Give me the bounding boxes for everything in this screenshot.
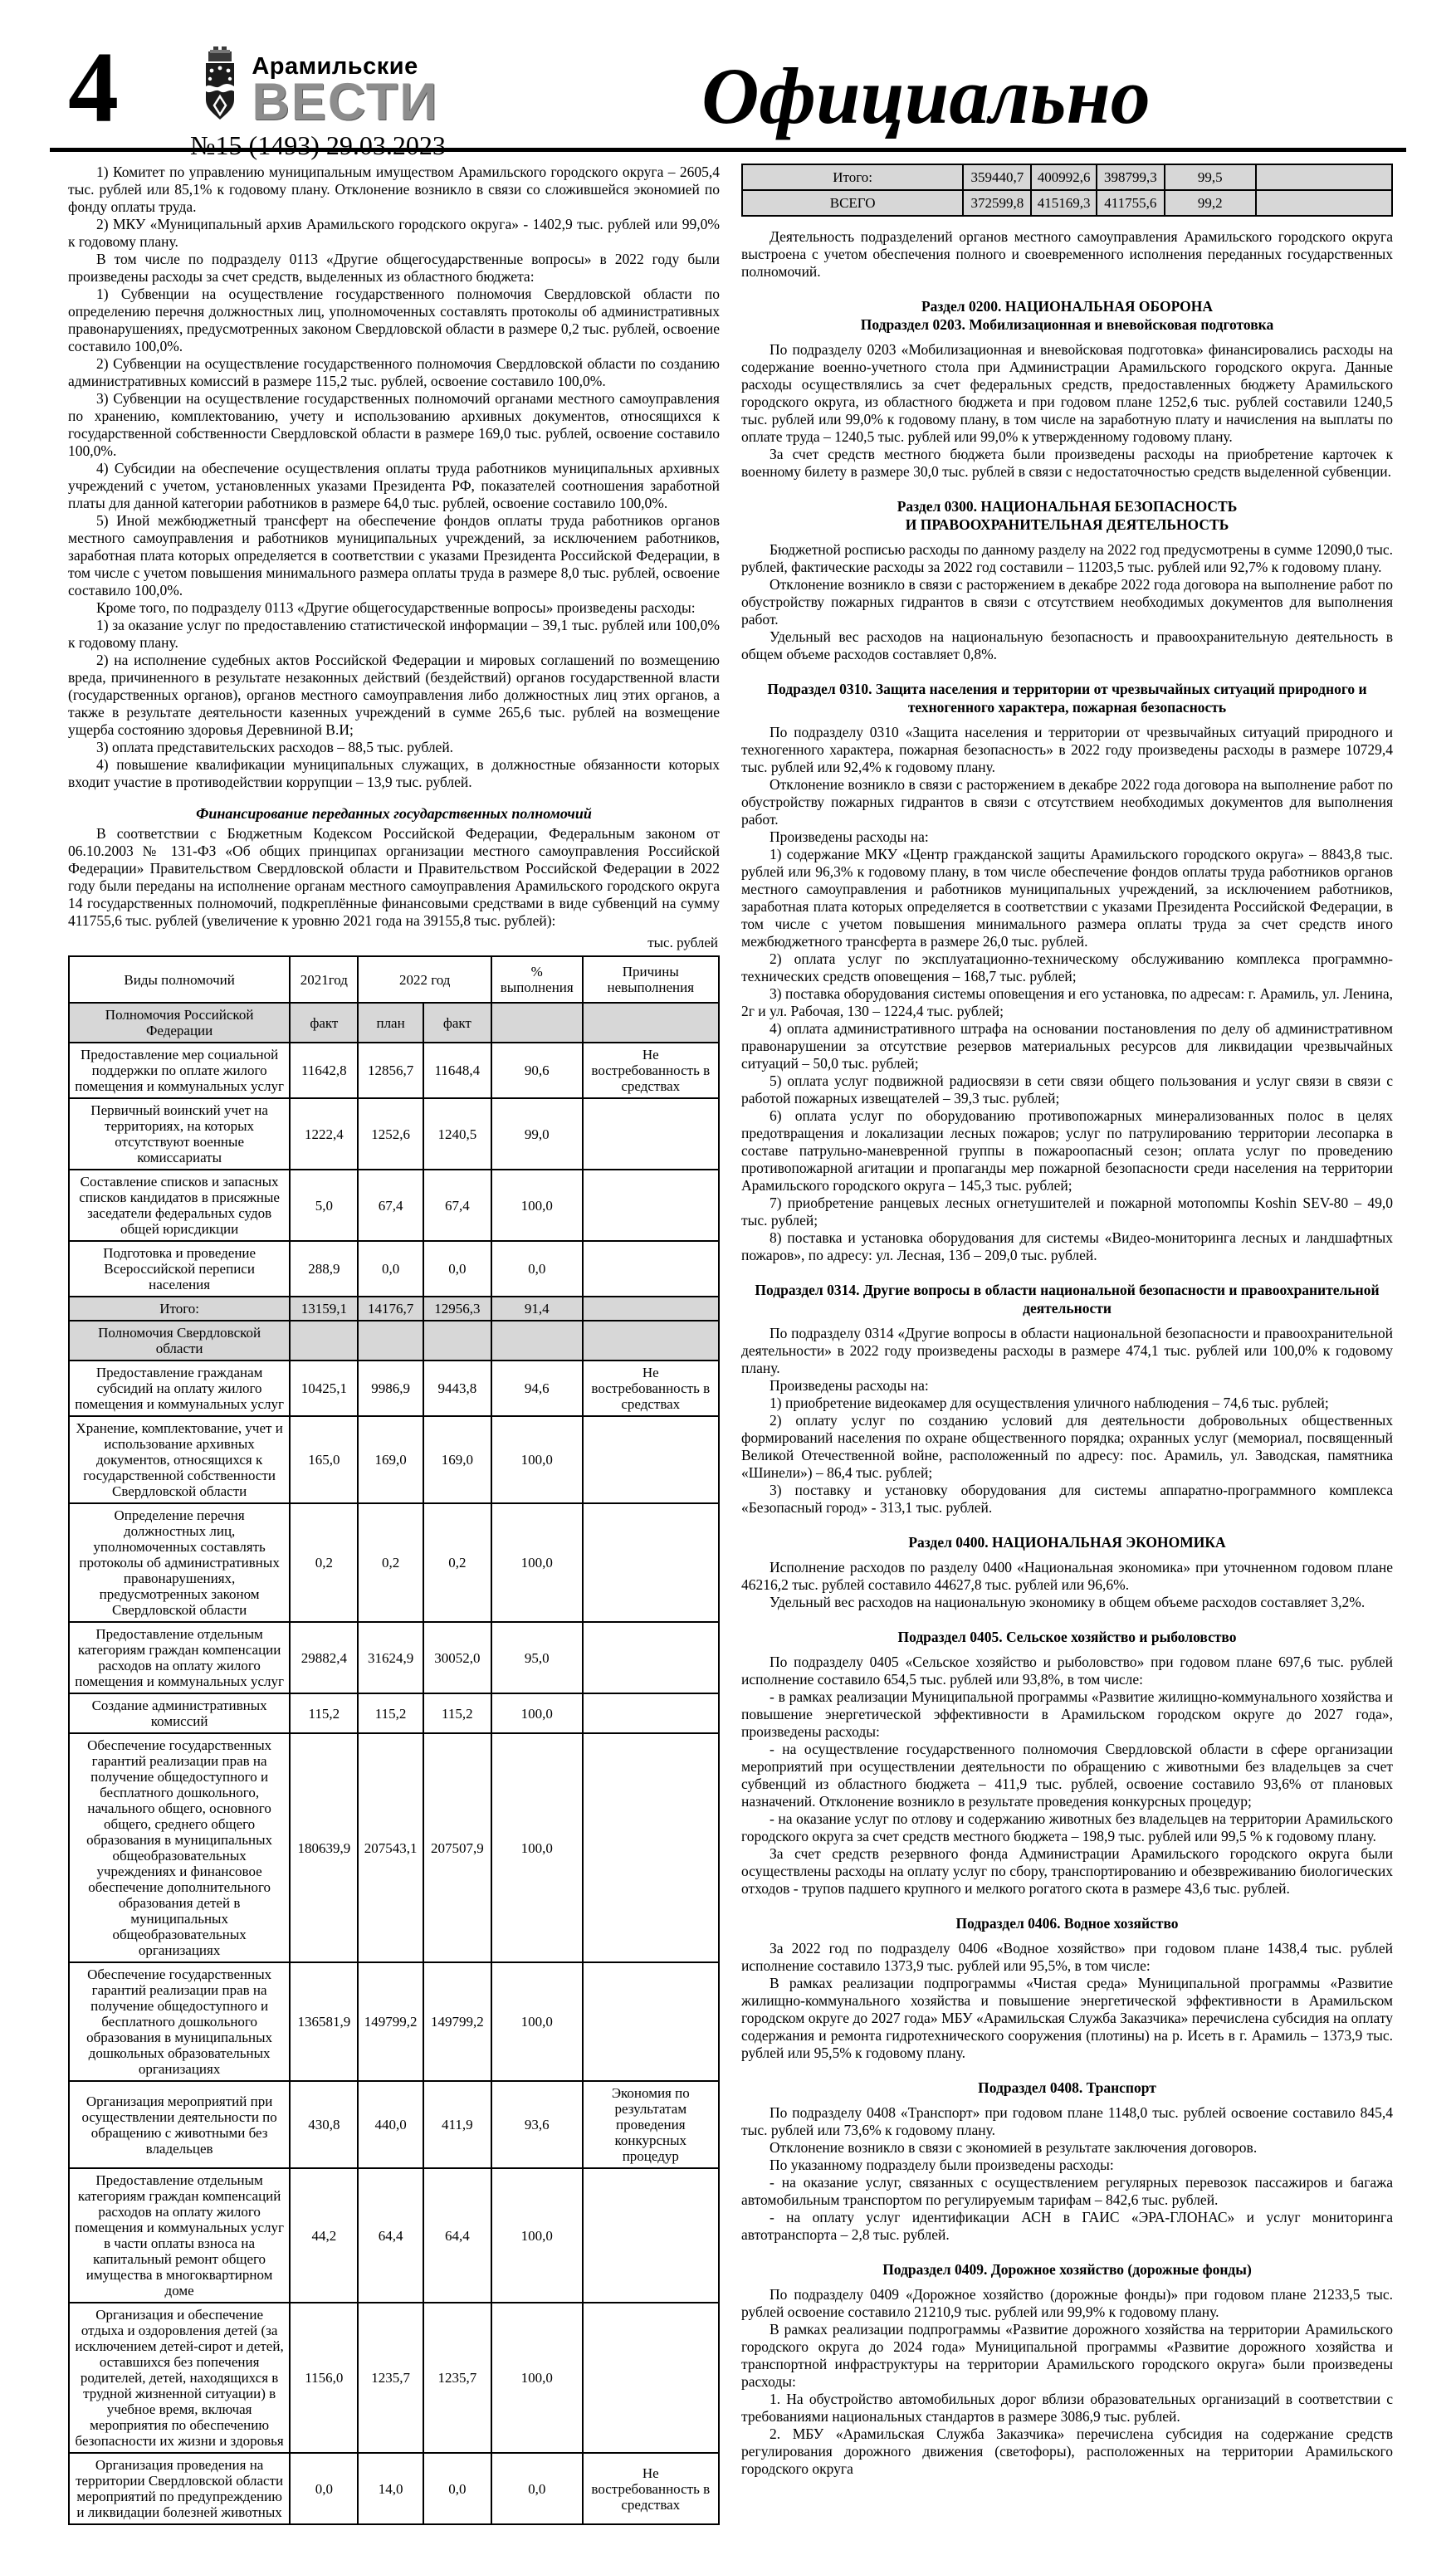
table-row xyxy=(69,1241,719,1297)
row-2022-plan: 169,0 xyxy=(358,1416,423,1503)
table-row xyxy=(69,1098,719,1170)
rf-total-2021: 13159,1 xyxy=(290,1297,358,1321)
table-row xyxy=(69,1170,719,1241)
powers-table xyxy=(68,955,720,2525)
row-2022-plan: 149799,2 xyxy=(358,1962,423,2081)
table-row xyxy=(69,1416,719,1503)
paragraph: 2) Субвенции на осуществление государственного полномочия Свердловской области по созданию административных комиссий в размере 115,2 тыс. рублей, освоение составило 100,0%. xyxy=(68,355,720,389)
paragraph: Кроме того, по подразделу 0113 «Другие общегосударственные вопросы» произведены расходы: xyxy=(96,599,696,616)
heading-line: Подраздел 0310. Защита населения и территории от чрезвычайных ситуаций природного и техногенного характера, пожарная безопасность xyxy=(767,681,1367,716)
rf-total-and-so-group xyxy=(69,1297,719,1361)
empty-cell xyxy=(423,1321,491,1361)
section-heading-0406 xyxy=(741,1914,1393,1932)
paragraph: По указанному подразделу были произведены расходы: xyxy=(770,2157,1114,2173)
financing-heading: Финансирование переданных государственных полномочий xyxy=(196,805,592,822)
row-2022-fact: 149799,2 xyxy=(423,1962,491,2081)
paragraph: 1) за оказание услуг по предоставлению статистической информации – 39,1 тыс. рублей или 100,0% к годовому плану. xyxy=(68,617,720,651)
section-0405-paragraphs xyxy=(741,1654,1393,1898)
table-row xyxy=(69,1622,719,1693)
right-column xyxy=(741,164,1393,2525)
continuation-rows xyxy=(742,164,1392,216)
coat-of-arms-icon xyxy=(197,43,243,127)
row-2022-fact: 0,2 xyxy=(423,1503,491,1622)
section-0314-paragraphs xyxy=(741,1325,1393,1517)
masthead-text xyxy=(252,53,439,132)
vsego-2021: 372599,8 xyxy=(963,190,1031,216)
row-2022-fact: 169,0 xyxy=(423,1416,491,1503)
paragraph: По подразделу 0314 «Другие вопросы в области национальной безопасности и правоохранительной деятельности» в 2022 году произведены расходы в размере 474,1 тыс. рублей или 100,0% к годовому плану. xyxy=(741,1325,1393,1376)
section-0310-paragraphs xyxy=(741,724,1393,1264)
table-header-row xyxy=(69,956,719,1003)
row-pct: 95,0 xyxy=(491,1622,583,1693)
so-rows xyxy=(69,1361,719,2524)
row-reason xyxy=(583,1733,719,1962)
paragraph: 1) содержание МКУ «Центр гражданской защиты Арамильского городского округа» – 8843,8 тыс. рублей или 96,3% к годовому плану, в том числе обеспечение фондов оплаты труда работников органов местного самоуправления и работников муниципальных учреждений, за исключением работников, заработная плата которых определяется в соответствии с указами Президента Российской Федерации, в том числе с учетом повышения минимального размера оплаты труда за счет средств иного межбюджетного трансферта в размере 26,0 тыс. рублей. xyxy=(741,846,1393,950)
row-2022-fact: 1240,5 xyxy=(423,1098,491,1170)
row-2022-plan: 440,0 xyxy=(358,2081,423,2168)
row-2021-fact: 1156,0 xyxy=(290,2303,358,2453)
section-0409-paragraphs xyxy=(741,2286,1393,2478)
heading-line: Подраздел 0405. Сельское хозяйство и рыболовство xyxy=(897,1629,1237,1645)
paragraph: - на оказание услуг, связанных с осуществлением регулярных перевозок пассажиров и багажа автомобильным транспортом по регулируемым тарифам – 842,6 тыс. рублей. xyxy=(741,2174,1393,2208)
row-name: Предоставление отдельным категориям граждан компенсации расходов на оплату жилого помещения и коммунальных услуг xyxy=(69,1622,290,1693)
paragraph: 3) поставка оборудования системы оповещения и его установка, по адресам: г. Арамиль, ул. Ленина, 2г и ул. Рабочая, 130 – 1224,4 тыс. рублей; xyxy=(741,985,1393,1019)
row-2022-fact: 0,0 xyxy=(423,1241,491,1297)
row-reason xyxy=(583,1416,719,1503)
subcol-plan: план xyxy=(358,1003,423,1043)
table-units-label: тыс. рублей xyxy=(647,935,718,950)
section-heading-0408 xyxy=(741,2079,1393,2097)
heading-line: Подраздел 0406. Водное хозяйство xyxy=(955,1915,1179,1932)
paragraph: За счет средств резервного фонда Администрации Арамильского городского округа были осуществлены расходы на оплату услуг по сбору, транспортированию и обезвреживанию биологических отходов - трупов падшего крупного и мелкого рогатого скота в размере 43,6 тыс. рублей. xyxy=(741,1845,1393,1897)
row-2021-fact: 5,0 xyxy=(290,1170,358,1241)
summary-paragraph: Деятельность подразделений органов местного самоуправления Арамильского городского округа выстроена с учетом обеспечения полного и своевременного исполнения переданных государственных полномочий. xyxy=(741,228,1393,280)
row-2022-fact: 207507,9 xyxy=(423,1733,491,1962)
row-pct: 100,0 xyxy=(491,1503,583,1622)
masthead-logo-row xyxy=(190,43,446,132)
paragraph: 5) оплата услуг подвижной радиосвязи в сети связи общего пользования и услуг связи в связи с работой пожарных извещателей – 39,3 тыс. рублей; xyxy=(741,1072,1393,1107)
row-name: Предоставление отдельным категориям граждан компенсаций расходов на оплату жилого помещения и коммунальных услуг в части оплаты взноса на капитальный ремонт общего имущества в многоквартирном доме xyxy=(69,2168,290,2303)
paragraph: 3) оплата представительских расходов – 88,5 тыс. рублей. xyxy=(96,739,454,755)
section-0400-paragraphs xyxy=(741,1559,1393,1611)
section-heading-0200 xyxy=(741,297,1393,334)
paragraph: Удельный вес расходов на национальную экономику в общем объеме расходов составляет 3,2%. xyxy=(770,1594,1366,1610)
row-2022-plan: 0,2 xyxy=(358,1503,423,1622)
paragraph: - в рамках реализации Муниципальной программы «Развитие жилищно-коммунального хозяйства и повышение энергетической эффективности в Арамильском городском округе до 2027 года», произведены расходы: xyxy=(741,1688,1393,1740)
row-reason: Экономия по результатам проведения конкурсных процедур xyxy=(583,2081,719,2168)
paragraph: По подразделу 0409 «Дорожное хозяйство (дорожные фонды)» при годовом плане 21233,5 тыс. рублей освоение составило 21210,9 тыс. рублей или 99,9% к годовому плану. xyxy=(741,2286,1393,2320)
col-header-pct: % выполнения xyxy=(491,956,583,1003)
content-columns xyxy=(0,152,1456,2555)
table-row xyxy=(69,1733,719,1962)
rf-total-fact: 12956,3 xyxy=(423,1297,491,1321)
paragraph: - на осуществление государственного полномочия Свердловской области в сфере организации мероприятий при осуществлении деятельности по обращению с животными без владельцев за счет субвенций из областного бюджета – 411,9 тыс. рублей, освоение составило 93,6% от плановых назначений. Отклонение возникло в результате проведения конкурсных процедур; xyxy=(741,1741,1393,1810)
table-row xyxy=(69,2453,719,2524)
paragraph: В рамках реализации подпрограммы «Чистая среда» Муниципальной программы «Развитие жилищно-коммунального хозяйства и повышение энергетической эффективности в Арамильском городском округе до 2027 года» МБУ «Арамильская Служба Заказчика» перечислена субсидия на оплату содержания и ремонта гидротехнического сооружения (плотины) на р. Исеть в г. Арамиль – 1373,9 тыс. рублей или 95,5% к годовому плану. xyxy=(741,1975,1393,2061)
row-name: Организация и обеспечение отдыха и оздоровления детей (за исключением детей-сирот и детей, оставшихся без попечения родителей, детей, находящихся в трудной жизненной ситуации) в учебное время, включая мероприятия по обеспечению безопасности их жизни и здоровья xyxy=(69,2303,290,2453)
paragraph: 4) Субсидии на обеспечение осуществления оплаты труда работников муниципальных архивных учреждений с учетом, установленных указами Президента РФ, показателей соотношения заработной платы для данной категории работников в размере 64,0 тыс. рублей, освоение составило 100,0%. xyxy=(68,460,720,511)
row-pct: 100,0 xyxy=(491,1962,583,2081)
section-heading-0409 xyxy=(741,2260,1393,2279)
paragraph: 1) Субвенции на осуществление государственного полномочия Свердловской области по определению перечня должностных лиц, уполномоченных составлять протоколы об административных правонарушениях, предусмотренных законом Свердловской области в размере 0,2 тыс. рублей, освоение составило 100,0%. xyxy=(68,286,720,354)
row-2022-plan: 1252,6 xyxy=(358,1098,423,1170)
row-2022-fact: 67,4 xyxy=(423,1170,491,1241)
vsego-fact: 411755,6 xyxy=(1097,190,1165,216)
heading-line: Раздел 0300. НАЦИОНАЛЬНАЯ БЕЗОПАСНОСТЬ xyxy=(897,498,1238,515)
row-name: Обеспечение государственных гарантий реализации прав на получение общедоступного и бесплатного дошкольного образования в муниципальных дошкольных образовательных организациях xyxy=(69,1962,290,2081)
row-2022-plan: 1235,7 xyxy=(358,2303,423,2453)
paragraph: 2) МКУ «Муниципальный архив Арамильского городского округа» - 1402,9 тыс. рублей или 99,0% к годовому плану. xyxy=(68,216,720,250)
row-pct: 100,0 xyxy=(491,1416,583,1503)
section-heading-0314 xyxy=(741,1281,1393,1317)
row-2022-fact: 64,4 xyxy=(423,2168,491,2303)
powers-table-continuation xyxy=(741,164,1393,217)
so-group-label: Полномочия Свердловской области xyxy=(69,1321,290,1361)
row-2021-fact: 430,8 xyxy=(290,2081,358,2168)
empty-cell xyxy=(583,1297,719,1321)
table-row xyxy=(69,1043,719,1098)
paragraph: За 2022 год по подразделу 0406 «Водное хозяйство» при годовом плане 1438,4 тыс. рублей исполнение составило 1373,9 тыс. рублей или 95,5%, в том числе: xyxy=(741,1940,1393,1974)
col-header-2021: 2021год xyxy=(290,956,358,1003)
paragraph: Отклонение возникло в связи с экономией в результате заключения договоров. xyxy=(770,2139,1258,2156)
row-2022-fact: 30052,0 xyxy=(423,1622,491,1693)
row-2022-plan: 12856,7 xyxy=(358,1043,423,1098)
paragraph: По подразделу 0310 «Защита населения и территории от чрезвычайных ситуаций природного и техногенного характера, пожарная безопасность» в 2022 году произведены расходы в размере 10729,4 тыс. рублей или 92,4% к годовому плану. xyxy=(741,724,1393,775)
financing-paragraph: В соответствии с Бюджетным Кодексом Российской Федерации, Федеральным законом от 06.10.2003 № 131-ФЗ «Об общих принципах организации местного самоуправления Российской Федерации» Правительством Свердловской области и Правительством Российской Федерации в 2022 году были переданы на исполнение органам местного самоуправления Арамильского городского округа 14 государственных полномочий, подкреплённые финансовыми средствами в виде субвенций на сумму 411755,6 тыс. рублей (увеличение к уровню 2021 года на 39155,8 тыс. рублей): xyxy=(68,825,720,929)
table-row xyxy=(69,2168,719,2303)
paragraph: - на оказание услуг по отлову и содержанию животных без владельцев на территории Арамильского городского округа за счет средств местного бюджета – 198,9 тыс. рублей или 99,5 % к годовому плану. xyxy=(741,1810,1393,1844)
itogo-row xyxy=(742,164,1392,190)
page-number: 4 xyxy=(68,32,119,144)
col-header-2022: 2022 год xyxy=(358,956,491,1003)
row-name: Обеспечение государственных гарантий реализации прав на получение общедоступного и бесплатного дошкольного, начального общего, основного общего, среднего общего образования в муниципальных общеобразовательных учреждениях и финансовое обеспечение дополнительного образования детей в муниципальных общеобразовательных организациях xyxy=(69,1733,290,1962)
brand-main-label: ВЕСТИ xyxy=(252,73,439,132)
itogo-pct: 99,5 xyxy=(1165,164,1256,190)
row-2022-fact: 0,0 xyxy=(423,2453,491,2524)
paragraph: 4) повышение квалификации муниципальных служащих, в должностные обязанности которых входит участие в противодействии коррупции – 13,9 тыс. рублей. xyxy=(68,756,720,790)
heading-line: Раздел 0200. НАЦИОНАЛЬНАЯ ОБОРОНА xyxy=(921,298,1214,315)
paragraph: Отклонение возникло в связи с расторжением в декабре 2022 года договора на выполнение работ по обустройству пожарных гидрантов в связи с отсутствием необходимых документов для выполнения работ. xyxy=(741,576,1393,628)
heading-line: Подраздел 0409. Дорожное хозяйство (дорожные фонды) xyxy=(882,2261,1252,2278)
heading-line: И ПРАВООХРАНИТЕЛЬНАЯ ДЕЯТЕЛЬНОСТЬ xyxy=(905,516,1229,533)
paragraph: 8) поставка и установка оборудования для системы «Видео-мониторинга лесных и ландшафтных пожаров», по адресу: ул. Лесная, 13б – 209,0 тыс. рублей. xyxy=(741,1229,1393,1263)
paragraph: Отклонение возникло в связи с расторжением в декабре 2022 года договора на выполнение работ по обустройству пожарных гидрантов в связи с отсутствием необходимых документов для выполнения работ. xyxy=(741,776,1393,828)
row-2022-plan: 67,4 xyxy=(358,1170,423,1241)
paragraph: 7) приобретение ранцевых лесных огнетушителей и пожарной мотопомпы Koshin SEV-80 – 49,0 тыс. рублей; xyxy=(741,1194,1393,1229)
paragraph: 2) оплата услуг по эксплуатационно-техническому обслуживанию комплекса программно-технических средств оповещения – 168,7 тыс. рублей; xyxy=(741,950,1393,984)
paragraph: Бюджетной росписью расходы по данному разделу на 2022 год предусмотрены в сумме 12090,0 тыс. рублей, фактические расходы за 2022 год составили – 11203,5 тыс. рублей или 92,7% к годовому плану. xyxy=(741,541,1393,575)
row-reason xyxy=(583,1693,719,1733)
row-pct: 94,6 xyxy=(491,1361,583,1416)
row-pct: 0,0 xyxy=(491,2453,583,2524)
row-2022-plan: 31624,9 xyxy=(358,1622,423,1693)
paragraph: По подразделу 0405 «Сельское хозяйство и рыболовство» при годовом плане 697,6 тыс. рублей исполнение составило 654,5 тыс. рублей или 93,8%, в том числе: xyxy=(741,1654,1393,1688)
section-0200-paragraphs xyxy=(741,341,1393,481)
row-reason xyxy=(583,2168,719,2303)
subcol-fact2: факт xyxy=(423,1003,491,1043)
row-reason xyxy=(583,1098,719,1170)
row-pct: 100,0 xyxy=(491,1693,583,1733)
empty-cell xyxy=(1256,190,1392,216)
row-name: Предоставление мер социальной поддержки по оплате жилого помещения и коммунальных услуг xyxy=(69,1043,290,1098)
rf-total-plan: 14176,7 xyxy=(358,1297,423,1321)
issue-line: №15 (1493) 29.03.2023 xyxy=(190,130,446,160)
row-2021-fact: 165,0 xyxy=(290,1416,358,1503)
empty-cell xyxy=(290,1321,358,1361)
paragraph: 5) Иной межбюджетный трансферт на обеспечение фондов оплаты труда работников органов местного самоуправления и работников муниципальных учреждений, за исключением работников, заработная плата которых определяется в соответствии с указами Президента Российской Федерации, в том числе с учетом повышения минимального размера оплаты труда в размере 8,0 тыс. рублей, освоение составило 100,0%. xyxy=(68,512,720,598)
table-row xyxy=(69,2081,719,2168)
empty-cell xyxy=(1256,164,1392,190)
row-2022-fact: 1235,7 xyxy=(423,2303,491,2453)
paragraph: 3) поставку и установку оборудования для системы аппаратно-программного комплекса «Безопасный город» - 313,1 тыс. рублей. xyxy=(741,1482,1393,1516)
row-pct: 93,6 xyxy=(491,2081,583,2168)
paragraph: Исполнение расходов по разделу 0400 «Национальная экономика» при уточненном годовом плане 46216,2 тыс. рублей составило 44627,8 тыс. рублей или 96,6%. xyxy=(741,1559,1393,1593)
section-0408-paragraphs xyxy=(741,2104,1393,2244)
paragraph: Произведены расходы на: xyxy=(770,1377,929,1394)
paragraph: 1. На обустройство автомобильных дорог вблизи образовательных организаций в соответствии с требованиями национальных стандартов в размере 3086,9 тыс. рублей. xyxy=(741,2391,1393,2425)
rf-rows xyxy=(69,1043,719,1297)
row-2022-plan: 115,2 xyxy=(358,1693,423,1733)
heading-line: Подраздел 0408. Транспорт xyxy=(978,2079,1156,2096)
row-2021-fact: 10425,1 xyxy=(290,1361,358,1416)
heading-line: Подраздел 0314. Другие вопросы в области национальной безопасности и правоохранительной деятельности xyxy=(755,1282,1380,1317)
row-2022-plan: 64,4 xyxy=(358,2168,423,2303)
rf-total-pct: 91,4 xyxy=(491,1297,583,1321)
section-heading-0405 xyxy=(741,1628,1393,1646)
row-pct: 0,0 xyxy=(491,1241,583,1297)
paragraph: 4) оплата административного штрафа на основании постановления по делу об административном правонарушении за отсутствие резервов материальных ресурсов для ликвидации чрезвычайных ситуаций – 50,0 тыс. рублей; xyxy=(741,1020,1393,1072)
itogo-label: Итого: xyxy=(742,164,963,190)
brand-top-label: Арамильские xyxy=(252,53,418,81)
row-2021-fact: 29882,4 xyxy=(290,1622,358,1693)
row-2021-fact: 115,2 xyxy=(290,1693,358,1733)
section-title: Официально xyxy=(701,51,1151,140)
page-header xyxy=(0,0,1456,160)
row-2021-fact: 288,9 xyxy=(290,1241,358,1297)
row-reason: Не востребованность в средствах xyxy=(583,2453,719,2524)
row-2021-fact: 0,2 xyxy=(290,1503,358,1622)
section-heading-0300 xyxy=(741,497,1393,534)
row-2021-fact: 0,0 xyxy=(290,2453,358,2524)
row-name: Подготовка и проведение Всероссийской переписи населения xyxy=(69,1241,290,1297)
table-row xyxy=(69,1361,719,1416)
row-2022-plan: 9986,9 xyxy=(358,1361,423,1416)
row-name: Предоставление гражданам субсидий на оплату жилого помещения и коммунальных услуг xyxy=(69,1361,290,1416)
rf-total-row xyxy=(69,1297,719,1321)
row-reason xyxy=(583,2303,719,2453)
row-reason xyxy=(583,1170,719,1241)
empty-cell xyxy=(491,1003,583,1043)
empty-cell xyxy=(583,1003,719,1043)
row-2021-fact: 11642,8 xyxy=(290,1043,358,1098)
heading-line: Подраздел 0203. Мобилизационная и вневойсковая подготовка xyxy=(860,316,1274,333)
row-pct: 100,0 xyxy=(491,2303,583,2453)
paragraph: По подразделу 0203 «Мобилизационная и вневойсковая подготовка» финансировались расходы на содержание военно-учетного стола при Администрации Арамильского городского округа. Данные расходы осуществлялись за счет федеральных средств, предоставленных бюджету Арамильского городского округа, из областного бюджета и при годовом плане 1252,6 тыс. рублей составили 1240,5 тыс. рублей или 99,0% к годовому плану, в том числе на заработную плату и начисления на выплаты по оплате труда – 1240,5 тыс. рублей или 99,0% к утвержденному годовому плану. xyxy=(741,341,1393,445)
row-name: Создание административных комиссий xyxy=(69,1693,290,1733)
row-name: Организация проведения на территории Свердловской области мероприятий по предупреждению и ликвидации болезней животных xyxy=(69,2453,290,2524)
row-name: Составление списков и запасных списков кандидатов в присяжные заседатели федеральных судов общей юрисдикции xyxy=(69,1170,290,1241)
paragraph: 2) оплату услуг по созданию условий для деятельности добровольных общественных формирований населения по охране общественного порядка; охранных услуг (мемориал, посвященный Великой Отечественной войне, расположенный по адресу: пос. Арамиль, ул. Заводская, памятника «Шинели») – 86,4 тыс. рублей; xyxy=(741,1412,1393,1481)
row-2022-plan: 207543,1 xyxy=(358,1733,423,1962)
row-name: Определение перечня должностных лиц, уполномоченных составлять протоколы об административных правонарушениях, предусмотренных законом Свердловской области xyxy=(69,1503,290,1622)
vsego-label: ВСЕГО xyxy=(742,190,963,216)
paragraph: - на оплату услуг идентификации АСН в ГАИС «ЭРА-ГЛОНАС» и услуг мониторинга автотранспорта – 2,8 тыс. рублей. xyxy=(741,2209,1393,2243)
itogo-2021: 359440,7 xyxy=(963,164,1031,190)
powers-table-head xyxy=(69,956,719,1043)
row-2021-fact: 180639,9 xyxy=(290,1733,358,1962)
section-heading-0310 xyxy=(741,680,1393,716)
row-pct: 100,0 xyxy=(491,2168,583,2303)
itogo-plan: 400992,6 xyxy=(1031,164,1096,190)
vsego-row xyxy=(742,190,1392,216)
paragraph: 2. МБУ «Арамильская Служба Заказчика» перечислена субсидия на содержание средств регулирования дорожного движения (светофоры), расположенных на территории Арамильского городского округа xyxy=(741,2426,1393,2477)
so-group-row xyxy=(69,1321,719,1361)
col-header-reason: Причины невыполнения xyxy=(583,956,719,1003)
paragraph: Удельный вес расходов на национальную безопасность и правоохранительную деятельность в общем объеме расходов составляет 0,8%. xyxy=(741,628,1393,662)
row-name: Организация мероприятий при осуществлении деятельности по обращению с животными без владельцев xyxy=(69,2081,290,2168)
row-name: Хранение, комплектование, учет и использование архивных документов, относящихся к государственной собственности Свердловской области xyxy=(69,1416,290,1503)
paragraph: 1) Комитет по управлению муниципальным имуществом Арамильского городского округа – 2605,4 тыс. рублей или 85,1% к годовому плану. Отклонение возникло в связи со сложившейся экономией по фонду оплаты труда. xyxy=(68,164,720,215)
itogo-fact: 398799,3 xyxy=(1097,164,1165,190)
paragraph: 2) на исполнение судебных актов Российской Федерации и мировых соглашений по возмещению вреда, причиненного в результате незаконных действий (бездействий) органов государственной власти (государственных органов), органов местного самоуправления либо должностных лиц этих органов, а также в результате деятельности казенных учреждений в сумме 265,6 тыс. рублей на возмещение ущерба состоянию здоровья Деревниной В.И; xyxy=(68,652,720,738)
row-2022-plan: 14,0 xyxy=(358,2453,423,2524)
row-2022-plan: 0,0 xyxy=(358,1241,423,1297)
row-pct: 100,0 xyxy=(491,1170,583,1241)
row-reason xyxy=(583,1241,719,1297)
left-column xyxy=(68,164,720,2525)
paragraph: В том числе по подразделу 0113 «Другие общегосударственные вопросы» в 2022 году были произведены расходы за счет средств, выделенных из областного бюджета: xyxy=(68,251,720,285)
section-heading-0400 xyxy=(741,1533,1393,1551)
row-reason: Не востребованность в средствах xyxy=(583,1043,719,1098)
rf-total-label: Итого: xyxy=(69,1297,290,1321)
row-2022-fact: 411,9 xyxy=(423,2081,491,2168)
paragraph: 6) оплата услуг по оборудованию противопожарных минерализованных полос в целях предотвращения и локализации лесных пожаров; услуг по патрулированию территории лесопарка в составе патрульно-маневренной группы в пожароопасный сезон; оплата услуг по проведению противопожарной агитации и пропаганды мер пожарной безопасности среди населения на территории Арамильского городского округа – 145,3 тыс. рублей; xyxy=(741,1107,1393,1194)
rf-group-row xyxy=(69,1003,719,1043)
row-2022-fact: 11648,4 xyxy=(423,1043,491,1098)
col-header-kinds: Виды полномочий xyxy=(69,956,290,1003)
row-reason xyxy=(583,1622,719,1693)
row-name: Первичный воинский учет на территориях, на которых отсутствуют военные комиссариаты xyxy=(69,1098,290,1170)
empty-cell xyxy=(358,1321,423,1361)
row-2022-fact: 9443,8 xyxy=(423,1361,491,1416)
row-pct: 90,6 xyxy=(491,1043,583,1098)
table-row xyxy=(69,1693,719,1733)
row-reason xyxy=(583,1503,719,1622)
paragraph: 3) Субвенции на осуществление государственных полномочий органами местного самоуправления по хранению, комплектованию, учету и использованию архивных документов, относящихся к государственной собственности Свердловской области в размере 169,0 тыс. рублей, освоение составило 100,0%. xyxy=(68,390,720,459)
row-pct: 99,0 xyxy=(491,1098,583,1170)
vsego-pct: 99,2 xyxy=(1165,190,1256,216)
empty-cell xyxy=(583,1321,719,1361)
section-0406-paragraphs xyxy=(741,1940,1393,2062)
masthead xyxy=(190,43,446,161)
row-2021-fact: 1222,4 xyxy=(290,1098,358,1170)
subcol-fact: факт xyxy=(290,1003,358,1043)
paragraph: В рамках реализации подпрограммы «Развитие дорожного хозяйства на территории Арамильского городского округа до 2024 года» Муниципальной программы «Развитие дорожного хозяйства и транспортной инфраструктуры на территории Арамильского городского округа» были произведены расходы: xyxy=(741,2321,1393,2390)
row-2022-fact: 115,2 xyxy=(423,1693,491,1733)
row-reason xyxy=(583,1962,719,2081)
table-row xyxy=(69,1962,719,2081)
table-row xyxy=(69,1503,719,1622)
paragraph: Произведены расходы на: xyxy=(770,828,929,845)
row-pct: 100,0 xyxy=(491,1733,583,1962)
heading-line: Раздел 0400. НАЦИОНАЛЬНАЯ ЭКОНОМИКА xyxy=(908,1534,1226,1551)
paragraph: 1) приобретение видеокамер для осуществления уличного наблюдения – 74,6 тыс. рублей; xyxy=(770,1395,1329,1411)
row-reason: Не востребованность в средствах xyxy=(583,1361,719,1416)
section-0300-paragraphs xyxy=(741,541,1393,663)
rf-group-label: Полномочия Российской Федерации xyxy=(69,1003,290,1043)
row-2021-fact: 44,2 xyxy=(290,2168,358,2303)
empty-cell xyxy=(491,1321,583,1361)
paragraph: По подразделу 0408 «Транспорт» при годовом плане 1148,0 тыс. рублей освоение составило 845,4 тыс. рублей или 73,6% к годовому плану. xyxy=(741,2104,1393,2138)
paragraph: За счет средств местного бюджета были произведены расходы на приобретение карточек к военному билету в размере 30,0 тыс. рублей в связи с недостаточностью средств выделенной субвенции. xyxy=(741,446,1393,480)
row-2021-fact: 136581,9 xyxy=(290,1962,358,2081)
intro-paragraphs xyxy=(68,164,720,791)
table-row xyxy=(69,2303,719,2453)
vsego-plan: 415169,3 xyxy=(1031,190,1096,216)
